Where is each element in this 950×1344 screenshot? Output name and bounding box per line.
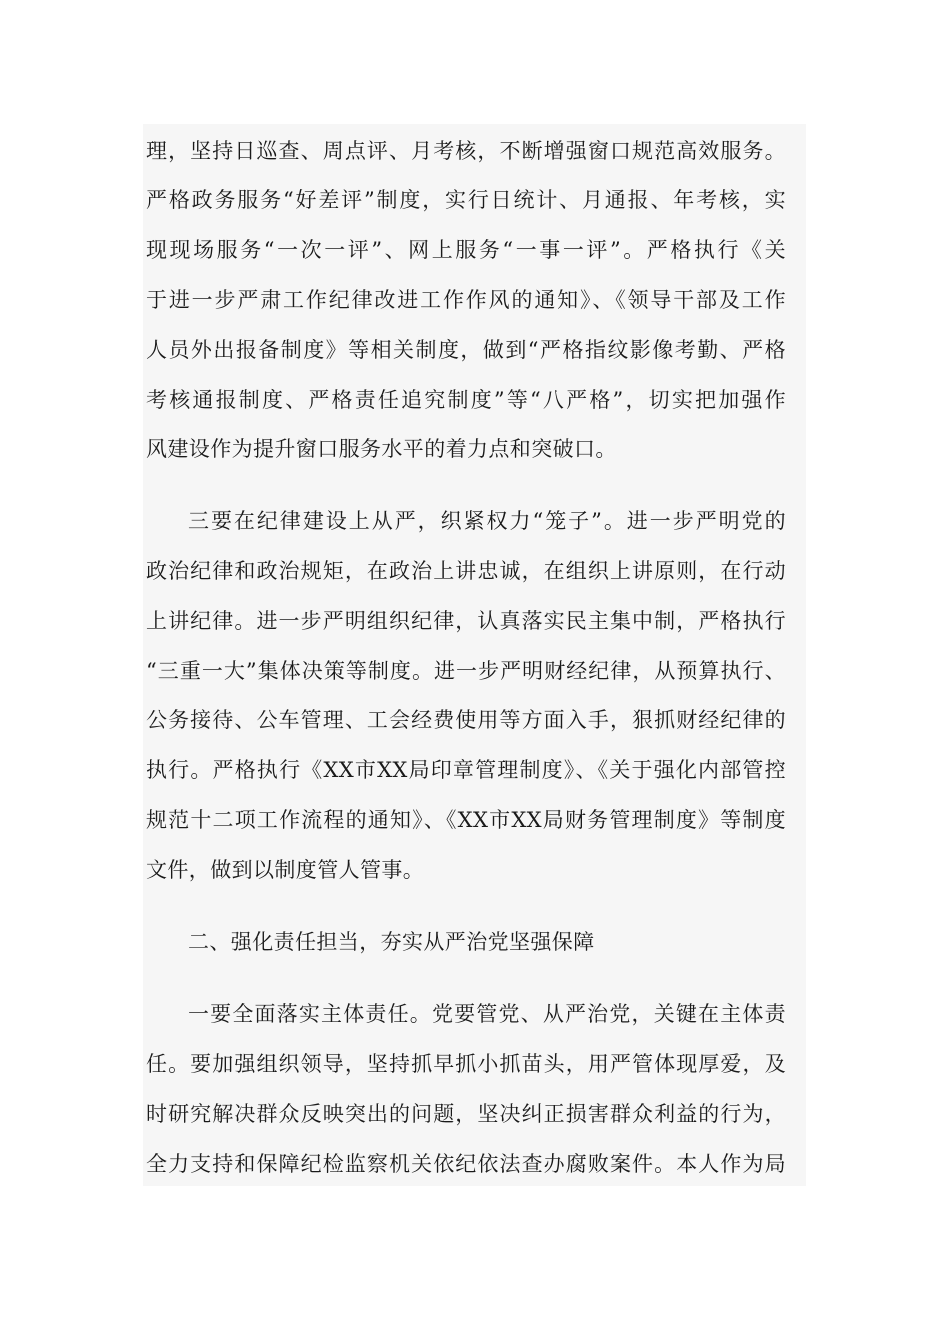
- body-text-line: 时研究解决群众反映突出的问题，坚决纠正损害群众利益的行为，: [146, 1102, 786, 1126]
- body-text-line: 人员外出报备制度》等相关制度，做到“严格指纹影像考勤、严格: [146, 338, 786, 362]
- body-text-line: “三重一大”集体决策等制度。进一步严明财经纪律，从预算执行、: [146, 659, 786, 683]
- body-text-line: 规范十二项工作流程的通知》、《XX市XX局财务管理制度》等制度: [146, 808, 786, 832]
- body-text-line: 全力支持和保障纪检监察机关依纪依法查办腐败案件。本人作为局: [146, 1152, 786, 1176]
- body-text-line: 文件，做到以制度管人管事。: [146, 858, 425, 882]
- body-text-line: 任。要加强组织领导，坚持抓早抓小抓苗头，用严管体现厚爱，及: [146, 1052, 786, 1076]
- body-text-line: 风建设作为提升窗口服务水平的着力点和突破口。: [146, 437, 617, 461]
- body-text-line: 公务接待、公车管理、工会经费使用等方面入手，狠抓财经纪律的: [146, 708, 786, 732]
- body-text-line: 严格政务服务“好差评”制度，实行日统计、月通报、年考核，实: [146, 188, 786, 212]
- body-text-line: 现现场服务“一次一评”、网上服务“一事一评”。严格执行《关: [146, 238, 786, 262]
- section-heading: 二、强化责任担当，夯实从严治党坚强保障: [188, 930, 595, 954]
- paragraph-first-line: 三要在纪律建设上从严，织紧权力“笼子”。进一步严明党的: [188, 509, 786, 533]
- body-text-line: 上讲纪律。进一步严明组织纪律，认真落实民主集中制，严格执行: [146, 609, 786, 633]
- body-text-line: 执行。严格执行《XX市XX局印章管理制度》、《关于强化内部管控: [146, 758, 786, 782]
- paragraph-first-line: 一要全面落实主体责任。党要管党、从严治党，关键在主体责: [188, 1002, 786, 1026]
- body-text-line: 政治纪律和政治规矩，在政治上讲忠诚，在组织上讲原则，在行动: [146, 559, 786, 583]
- body-text-line: 考核通报制度、严格责任追究制度”等“八严格”，切实把加强作: [146, 388, 786, 412]
- body-text-line: 于进一步严肃工作纪律改进工作作风的通知》、《领导干部及工作: [146, 288, 786, 312]
- body-text-line: 理，坚持日巡查、周点评、月考核，不断增强窗口规范高效服务。: [146, 139, 786, 163]
